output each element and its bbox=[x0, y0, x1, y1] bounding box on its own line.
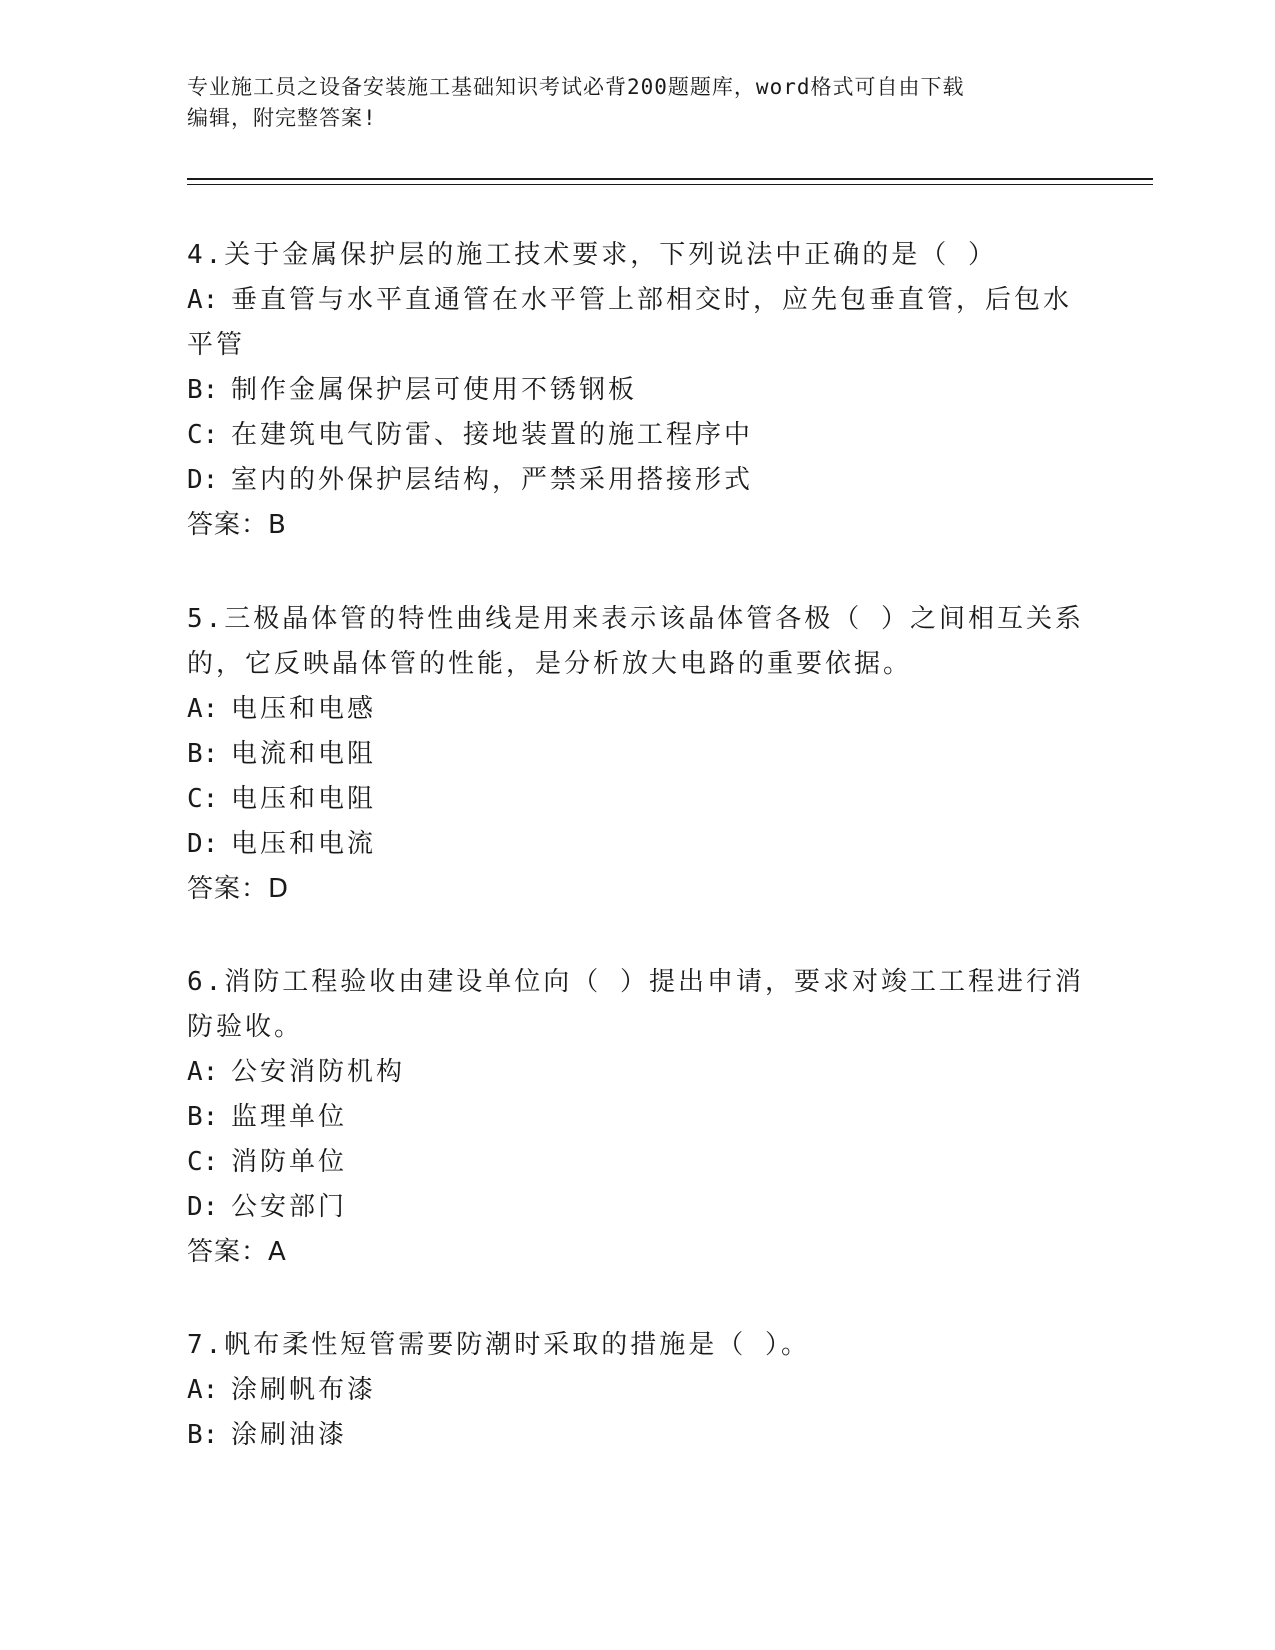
question-text: 7.帆布柔性短管需要防潮时采取的措施是（ ）。 bbox=[187, 1330, 810, 1360]
option-key: A: bbox=[187, 1375, 219, 1405]
option-text: 室内的外保护层结构，严禁采用搭接形式 bbox=[231, 465, 754, 495]
option-a bbox=[187, 1050, 1087, 1095]
option-key: D: bbox=[187, 465, 219, 495]
option-text: 电压和电流 bbox=[231, 829, 377, 859]
header-line-2: 编辑，附完整答案! bbox=[187, 106, 377, 130]
option-c bbox=[187, 1140, 1087, 1185]
option-key: B: bbox=[187, 1102, 219, 1132]
option-text: 公安部门 bbox=[231, 1192, 348, 1222]
option-text: 电流和电阻 bbox=[231, 739, 377, 769]
option-a bbox=[187, 687, 1087, 732]
header-rule-thin bbox=[187, 184, 1153, 185]
option-text: 电压和电阻 bbox=[231, 784, 377, 814]
option-a bbox=[187, 1368, 1087, 1413]
document-header bbox=[187, 72, 1087, 134]
option-b bbox=[187, 1413, 1087, 1458]
question-7 bbox=[187, 1323, 1087, 1458]
question-5 bbox=[187, 597, 1087, 912]
option-key: A: bbox=[187, 285, 219, 315]
option-key: C: bbox=[187, 784, 219, 814]
question-4 bbox=[187, 233, 1087, 548]
option-text: 消防单位 bbox=[231, 1147, 348, 1177]
answer-line: 答案：D bbox=[187, 874, 290, 904]
option-key: B: bbox=[187, 375, 219, 405]
question-text: 4.关于金属保护层的施工技术要求，下列说法中正确的是（ ） bbox=[187, 240, 997, 270]
header-rule-thick bbox=[187, 178, 1153, 180]
option-text: 公安消防机构 bbox=[231, 1057, 406, 1087]
option-c bbox=[187, 777, 1087, 822]
option-b bbox=[187, 732, 1087, 777]
answer-line: 答案：A bbox=[187, 1237, 287, 1267]
option-text: 垂直管与水平直通管在水平管上部相交时，应先包垂直管，后包水平管 bbox=[187, 285, 1073, 360]
option-key: B: bbox=[187, 1420, 219, 1450]
option-key: D: bbox=[187, 1192, 219, 1222]
question-text: 6.消防工程验收由建设单位向（ ）提出申请，要求对竣工工程进行消防验收。 bbox=[187, 967, 1084, 1042]
question-6 bbox=[187, 960, 1087, 1275]
option-key: A: bbox=[187, 1057, 219, 1087]
option-key: C: bbox=[187, 420, 219, 450]
option-d bbox=[187, 822, 1087, 867]
option-text: 在建筑电气防雷、接地装置的施工程序中 bbox=[231, 420, 754, 450]
header-line-1: 专业施工员之设备安装施工基础知识考试必背200题题库，word格式可自由下载 bbox=[187, 75, 965, 99]
answer-line: 答案：B bbox=[187, 510, 287, 540]
option-b bbox=[187, 368, 1087, 413]
option-key: B: bbox=[187, 739, 219, 769]
option-key: C: bbox=[187, 1147, 219, 1177]
option-d bbox=[187, 1185, 1087, 1230]
option-a bbox=[187, 278, 1087, 368]
option-text: 涂刷帆布漆 bbox=[231, 1375, 377, 1405]
option-c bbox=[187, 413, 1087, 458]
option-text: 涂刷油漆 bbox=[231, 1420, 348, 1450]
option-key: D: bbox=[187, 829, 219, 859]
option-key: A: bbox=[187, 694, 219, 724]
option-text: 电压和电感 bbox=[231, 694, 377, 724]
option-b bbox=[187, 1095, 1087, 1140]
option-d bbox=[187, 458, 1087, 503]
question-text: 5.三极晶体管的特性曲线是用来表示该晶体管各极（ ）之间相互关系的，它反映晶体管的性能，是分析放大电路的重要依据。 bbox=[187, 604, 1084, 679]
option-text: 监理单位 bbox=[231, 1102, 348, 1132]
option-text: 制作金属保护层可使用不锈钢板 bbox=[231, 375, 638, 405]
